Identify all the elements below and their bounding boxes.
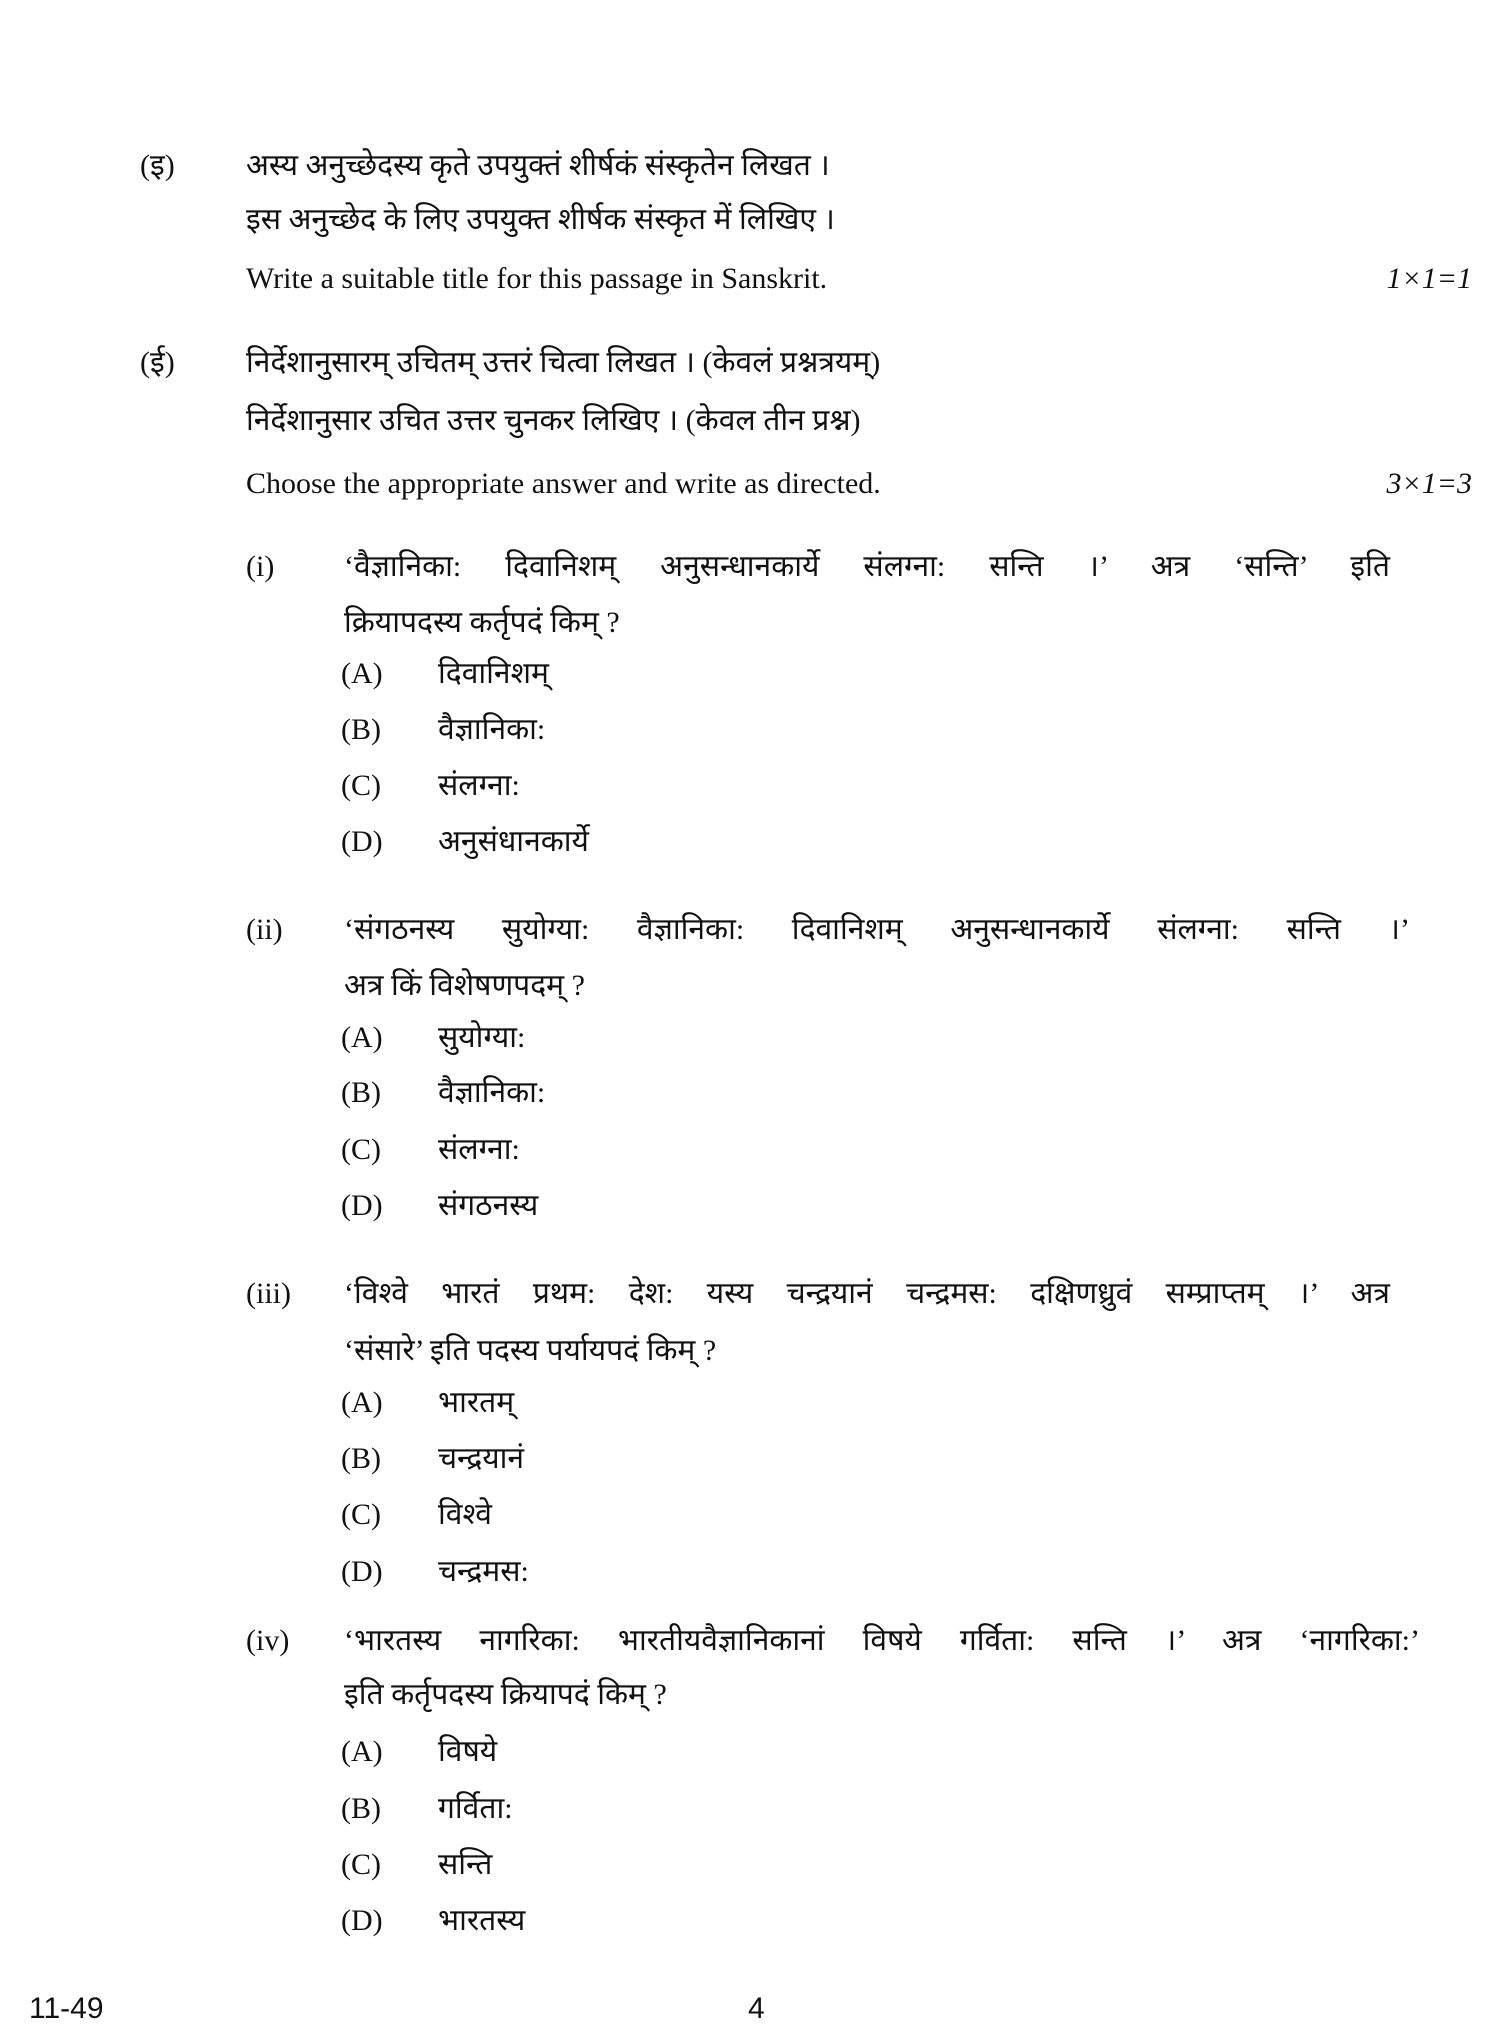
question-text-line2: क्रियापदस्य कर्तृपदं किम् ?	[344, 606, 620, 639]
question-number: (iii)	[246, 1277, 291, 1310]
option-text: संलग्ना:	[438, 769, 520, 802]
option-text: गर्विता:	[438, 1792, 513, 1825]
section-i-hindi: इस अनुच्छेद के लिए उपयुक्त शीर्षक संस्कृत में लिखिए ।	[246, 203, 835, 236]
question-number: (iv)	[246, 1624, 290, 1657]
question-text-line1: ‘विश्वे भारतं प्रथम: देश: यस्य चन्द्रयानं चन्द्रमस: दक्षिणध्रुवं सम्प्राप्तम् ।’ अत्र	[344, 1277, 1390, 1310]
option-text: अनुसंधानकार्ये	[438, 825, 589, 858]
option-letter: (A)	[341, 657, 383, 690]
option-letter: (C)	[341, 1848, 381, 1881]
option-letter: (A)	[341, 1021, 383, 1054]
option-text: संलग्ना:	[438, 1133, 520, 1166]
option-letter: (B)	[341, 1442, 381, 1475]
option-text: वैज्ञानिका:	[438, 713, 546, 746]
option-letter: (D)	[341, 825, 383, 858]
question-text-line2: इति कर्तृपदस्य क्रियापदं किम् ?	[344, 1678, 667, 1711]
question-text-line1: ‘वैज्ञानिका: दिवानिशम् अनुसन्धानकार्ये संलग्ना: सन्ति ।’ अत्र ‘सन्ति’ इति	[344, 550, 1390, 583]
section-ii-english: Choose the appropriate answer and write as directed.	[246, 467, 881, 500]
option-letter: (C)	[341, 1133, 381, 1166]
option-letter: (B)	[341, 1792, 381, 1825]
question-text-line2: अत्र किं विशेषणपदम् ?	[344, 969, 585, 1002]
section-ii-hindi: निर्देशानुसार उचित उत्तर चुनकर लिखिए । (केवल तीन प्रश्न)	[246, 404, 861, 437]
question-number: (i)	[246, 550, 275, 583]
section-i-sanskrit: अस्य अनुच्छेदस्य कृते उपयुक्तं शीर्षकं संस्कृतेन लिखत ।	[246, 149, 830, 182]
section-i-label: (इ)	[140, 149, 175, 182]
question-text-line1: ‘भारतस्य नागरिका: भारतीयवैज्ञानिकानां विषये गर्विता: सन्ति ।’ अत्र ‘नागरिका:’	[344, 1624, 1420, 1657]
option-letter: (A)	[341, 1735, 383, 1768]
option-text: चन्द्रयानं	[438, 1442, 525, 1475]
section-ii-sanskrit: निर्देशानुसारम् उचितम् उत्तरं चित्वा लिखत । (केवलं प्रश्नत्रयम्)	[246, 346, 881, 379]
option-text: चन्द्रमस:	[438, 1555, 529, 1588]
option-letter: (D)	[341, 1904, 383, 1937]
option-text: दिवानिशम्	[438, 657, 549, 690]
page-number: 4	[748, 1992, 765, 2025]
option-letter: (B)	[341, 1076, 381, 1109]
option-letter: (C)	[341, 1498, 381, 1531]
section-i-marks: 1×1=1	[1386, 262, 1472, 295]
option-text: संगठनस्य	[438, 1189, 539, 1222]
option-text: सुयोग्या:	[438, 1021, 526, 1054]
option-letter: (A)	[341, 1386, 383, 1419]
option-text: भारतस्य	[438, 1904, 526, 1937]
option-text: विषये	[438, 1735, 498, 1768]
section-ii-marks: 3×1=3	[1386, 467, 1472, 500]
option-letter: (D)	[341, 1555, 383, 1588]
paper-code: 11-49	[29, 1992, 104, 2025]
question-text-line1: ‘संगठनस्य सुयोग्या: वैज्ञानिका: दिवानिशम् अनुसन्धानकार्ये संलग्ना: सन्ति ।’	[344, 913, 1410, 946]
option-text: सन्ति	[438, 1848, 493, 1881]
option-text: विश्वे	[438, 1498, 492, 1531]
option-letter: (D)	[341, 1189, 383, 1222]
option-letter: (B)	[341, 713, 381, 746]
option-text: भारतम्	[438, 1386, 515, 1419]
option-letter: (C)	[341, 769, 381, 802]
option-text: वैज्ञानिका:	[438, 1076, 546, 1109]
section-ii-label: (ई)	[140, 346, 175, 379]
question-number: (ii)	[246, 913, 283, 946]
question-text-line2: ‘संसारे’ इति पदस्य पर्यायपदं किम् ?	[344, 1334, 717, 1367]
section-i-english: Write a suitable title for this passage in Sanskrit.	[246, 262, 828, 295]
